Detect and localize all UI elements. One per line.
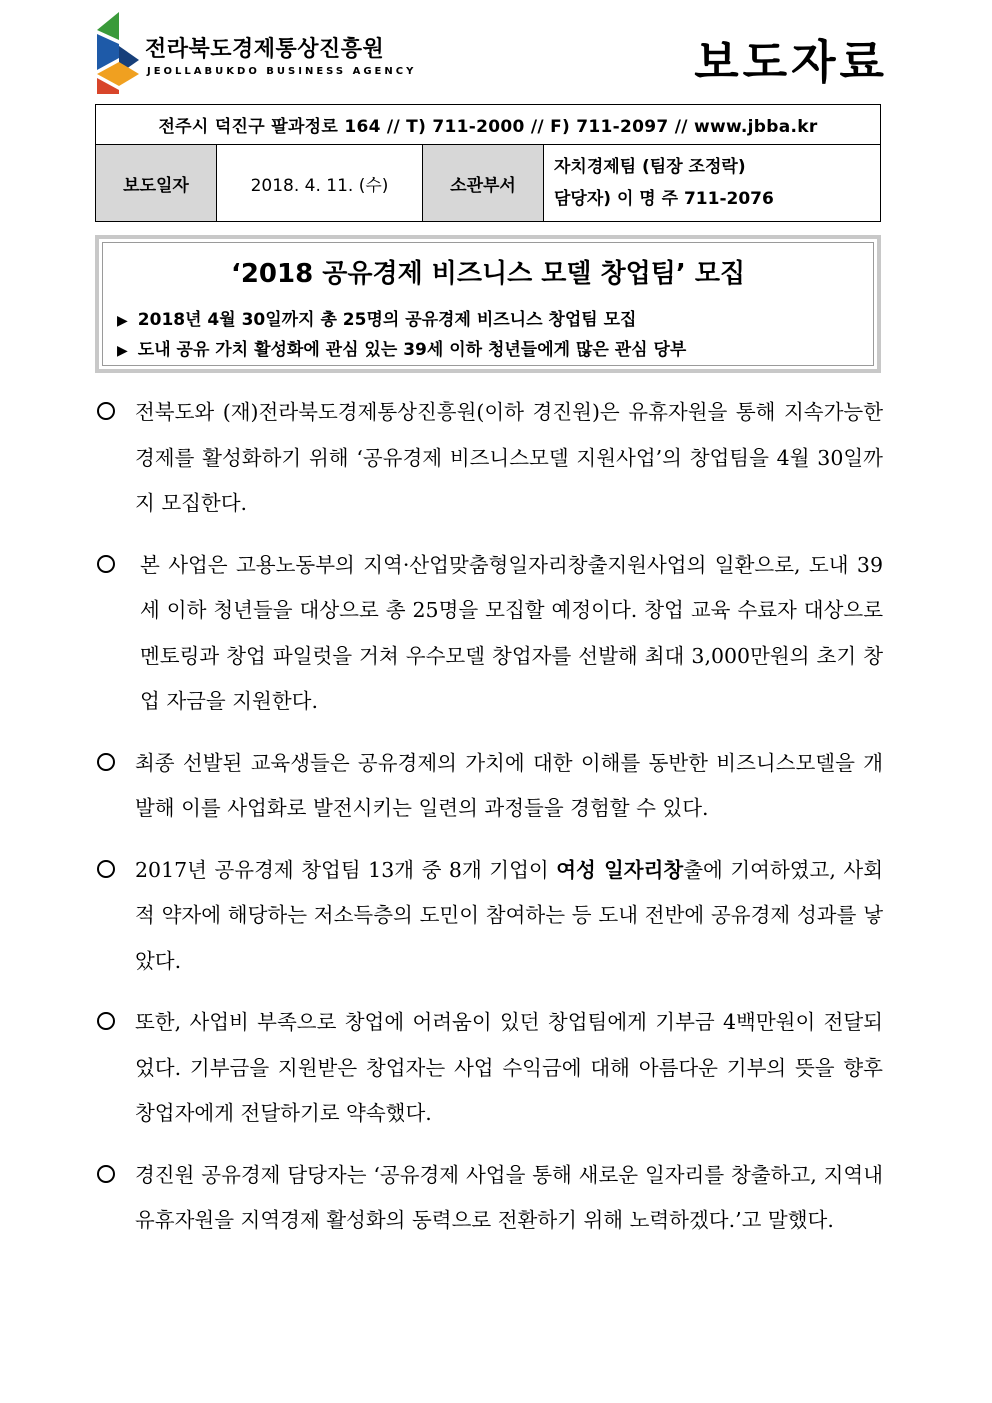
circle-bullet-icon [97,1012,115,1030]
headline-sub-2-text: 도내 공유 가치 활성화에 관심 있는 39세 이하 청년들에게 많은 관심 당부 [137,340,687,360]
headline-sub-1-text: 2018년 4월 30일까지 총 25명의 공유경제 비즈니스 창업팀 모집 [137,310,637,330]
paragraph-5: 또한, 사업비 부족으로 창업에 어려움이 있던 창업팀에게 기부금 4백만원이 전달되었다. 기부금을 지원받은 창업자는 사업 수익금에 대해 아름다운 기부의 뜻을 향후 창업자에게 전달하기로 약속했다. [97,1000,883,1137]
triangle-bullet-icon: ▶ [117,343,128,359]
paragraph-6: 경진원 공유경제 담당자는 ‘공유경제 사업을 통해 새로운 일자리를 창출하고, 지역내 유휴자원을 지역경제 활성화의 동력으로 전환하기 위해 노력하겠다.’고 말했다. [97,1153,883,1244]
dept-contact: 담당자) 이 명 주 711-2076 [554,189,774,209]
date-label: 보도일자 [96,145,217,222]
agency-logo-icon [95,12,143,94]
emphasis-text: 여성 일자리창 [556,857,684,882]
info-table [95,104,881,222]
headline-box [95,235,881,373]
dept-team: 자치경제팀 (팀장 조정락) [554,157,746,177]
paragraph-4: 2017년 공유경제 창업팀 13개 중 8개 기업이 여성 일자리창출에 기여하였고, 사회적 약자에 해당하는 저소득층의 도민이 참여하는 등 도내 전반에 공유경제 성과를 낳았다. [97,848,883,985]
circle-bullet-icon [97,1165,115,1183]
circle-bullet-icon [97,753,115,771]
circle-bullet-icon [97,402,115,420]
paragraph-3: 최종 선발된 교육생들은 공유경제의 가치에 대한 이해를 동반한 비즈니스모델을 개발해 이를 사업화로 발전시키는 일련의 과정들을 경험할 수 있다. [97,741,883,832]
paragraph-1: 전북도와 (재)전라북도경제통상진흥원(이하 경진원)은 유휴자원을 통해 지속가능한 경제를 활성화하기 위해 ‘공유경제 비즈니스모델 지원사업’의 창업팀을 4월 30일까지 모집한다. [97,390,883,527]
article-body [97,390,883,1260]
headline-sub-2 [117,335,686,360]
org-name-en: JEOLLABUKDO BUSINESS AGENCY [147,66,417,77]
triangle-bullet-icon: ▶ [117,313,128,329]
paragraph-2: 본 사업은 고용노동부의 지역·산업맞춤형일자리창출지원사업의 일환으로, 도내 39세 이하 청년들을 대상으로 총 25명을 모집할 예정이다. 창업 교육 수료자 대상으로 멘토링과 창업 파일럿을 거쳐 우수모델 창업자를 선발해 최대 3,000만원의 초기 창업 자금을 지원한다. [97,543,883,725]
headline-sub-1 [117,305,636,330]
circle-bullet-icon [97,860,115,878]
dept-cell [544,145,881,222]
circle-bullet-icon [97,555,115,573]
contact-line: 전주시 덕진구 팔과정로 164 // T) 711-2000 // F) 711-2097 // www.jbba.kr [96,105,881,145]
date-value: 2018. 4. 11. (수) [217,145,423,222]
headline-title: ‘2018 공유경제 비즈니스 모델 창업팀’ 모집 [230,259,746,289]
agency-logo [95,12,415,94]
dept-label: 소관부서 [423,145,544,222]
org-name: 전라북도경제통상진흥원 [145,37,385,62]
doc-type-title: 보도자료 [694,35,888,89]
